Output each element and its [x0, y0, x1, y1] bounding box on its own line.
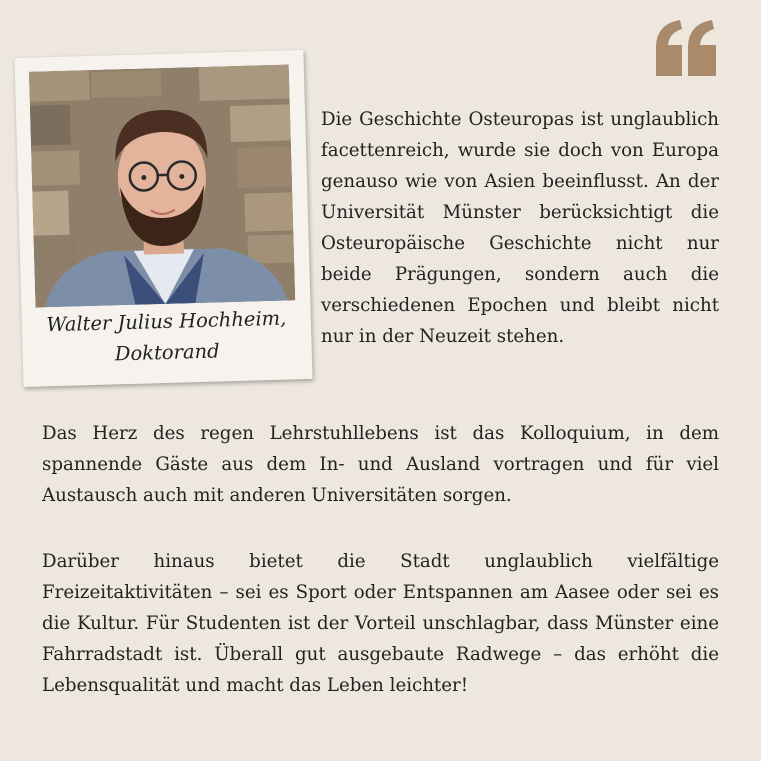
caption-name: Walter Julius Hochheim, [46, 306, 287, 337]
paragraph-city: Darüber hinaus bietet die Stadt unglaublich vielfältige Freizeitaktivitäten – sei es Sport oder Entspannen am Aasee oder sei es die Kultur. Für Studenten ist der Vorteil unschlagbar, dass Münster eine Fahrradstadt ist. Überall gut ausgebaute Radwege – das erhöht die Lebensqualität und macht das Leben leichter! [42, 551, 719, 696]
paragraph-colloquium: Das Herz des regen Lehrstuhllebens ist das Kolloquium, in dem spannende Gäste aus dem In- und Ausland vortragen und für viel Austausch auch mit anderen Universitäten sorgen. [42, 423, 719, 506]
photo-caption [21, 302, 312, 372]
quote-text: Die Geschichte Osteuropas ist unglaublich facettenreich, wurde sie doch von Europa genauso wie von Asien beeinflusst. An der Universität Münster berücksichtigt die Osteuropäische Geschichte nicht nur beide Prägungen, sondern auch die verschiedenen Epochen und bleibt nicht nur in der Neuzeit stehen. [321, 109, 719, 347]
caption-role: Doktorand [114, 339, 220, 366]
opening-quotation-mark-icon [652, 20, 718, 76]
profile-photo-frame [14, 50, 312, 387]
quote-mark-right [688, 20, 716, 76]
profile-photo [29, 64, 295, 307]
quote-mark-left [656, 20, 682, 76]
